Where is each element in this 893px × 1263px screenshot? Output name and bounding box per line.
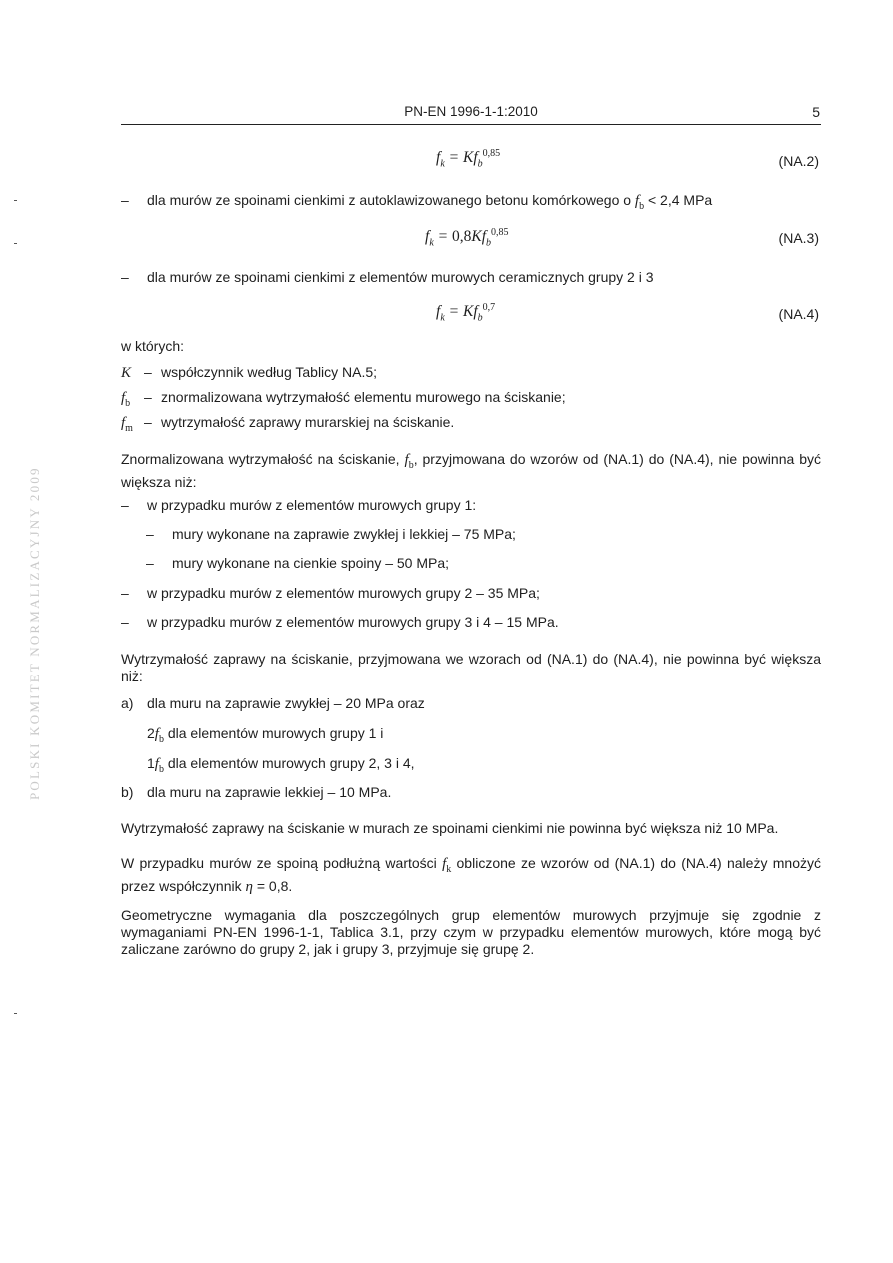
case-ceramic-elements: – dla murów ze spoinami cienkimi z elementów murowych ceramicznych grupy 2 i 3 bbox=[121, 269, 654, 285]
list-item-group2: – w przypadku murów z elementów murowych grupy 2 – 35 MPa; bbox=[121, 585, 540, 601]
scan-mark bbox=[14, 1013, 17, 1014]
document-code: PN-EN 1996-1-1:2010 bbox=[404, 104, 538, 119]
where-intro: w których: bbox=[121, 338, 185, 354]
list-item-group1: – w przypadku murów z elementów murowych grupy 1: bbox=[121, 497, 477, 513]
paragraph-thin-joints: Wytrzymałość zaprawy na ściskanie w murach ze spoinami cienkimi nie powinna być większa niż 10 MPa. bbox=[121, 820, 779, 836]
equation-label-na3: (NA.3) bbox=[778, 230, 819, 246]
where-item-fm: $f_m$ – wytrzymałość zaprawy murarskiej na ściskanie. bbox=[121, 414, 455, 434]
list-item-a1: $2f_b$ dla elementów murowych grupy 1 i bbox=[147, 725, 384, 745]
list-subitem-normal-mortar: – mury wykonane na zaprawie zwykłej i lekkiej – 75 MPa; bbox=[146, 526, 516, 542]
scan-mark bbox=[14, 243, 17, 244]
equation-na2: $f_k = Kf_b^{0,85}$ bbox=[436, 148, 501, 170]
header-rule bbox=[121, 124, 821, 125]
equation-na3: $f_k = 0,8Kf_b^{0,85}$ bbox=[425, 227, 509, 249]
equation-label-na2: (NA.2) bbox=[778, 153, 819, 169]
where-item-fb: $f_b$ – znormalizowana wytrzymałość elementu murowego na ściskanie; bbox=[121, 389, 566, 409]
list-subitem-thin-joints: – mury wykonane na cienkie spoiny – 50 MPa; bbox=[146, 555, 450, 571]
page-number: 5 bbox=[812, 104, 820, 120]
list-item-a2: $1f_b$ dla elementów murowych grupy 2, 3 i 4, bbox=[147, 755, 415, 775]
equation-label-na4: (NA.4) bbox=[778, 306, 819, 322]
paragraph-mortar-strength: Wytrzymałość zaprawy na ściskanie, przyjmowana we wzorach od (NA.1) do (NA.4), nie powinna być większa niż: bbox=[121, 651, 821, 684]
list-item-group3-4: – w przypadku murów z elementów murowych grupy 3 i 4 – 15 MPa. bbox=[121, 614, 559, 630]
list-item-b: b) dla muru na zaprawie lekkiej – 10 MPa. bbox=[121, 784, 392, 800]
where-item-k: K – współczynnik według Tablicy NA.5; bbox=[121, 364, 378, 381]
paragraph-normalized-strength: Znormalizowana wytrzymałość na ściskanie, $f_b$, przyjmowana do wzorów od (NA.1) do (NA.4), nie powinna być większa niż: bbox=[121, 451, 821, 490]
case-autoclaved-concrete: – dla murów ze spoinami cienkimi z autoklawizowanego betonu komórkowego o $f_b < 2,4$ MPa bbox=[121, 192, 713, 212]
watermark: POLSKI KOMITET NORMALIZACYJNY 2009 bbox=[27, 466, 42, 800]
paragraph-longitudinal-joint: W przypadku murów ze spoiną podłużną wartości $f_k$ obliczone ze wzorów od (NA.1) do (NA.4) należy mnożyć przez współczynnik η = 0,8. bbox=[121, 855, 821, 895]
paragraph-geometric-requirements: Geometryczne wymagania dla poszczególnych grup elementów murowych przyjmuje się zgodnie z wymaganiami PN-EN 1996-1-1, Tablica 3.1, przy czym w przypadku elementów murowych, które mogą być zaliczane zarówno do grupy 2, jak i grupy 3, przyjmuje się grupę 2. bbox=[121, 907, 821, 957]
scan-mark bbox=[14, 200, 17, 201]
list-item-a: a) dla muru na zaprawie zwykłej – 20 MPa oraz bbox=[121, 695, 425, 711]
equation-na4: $f_k = Kf_b^{0,7}$ bbox=[436, 302, 496, 324]
